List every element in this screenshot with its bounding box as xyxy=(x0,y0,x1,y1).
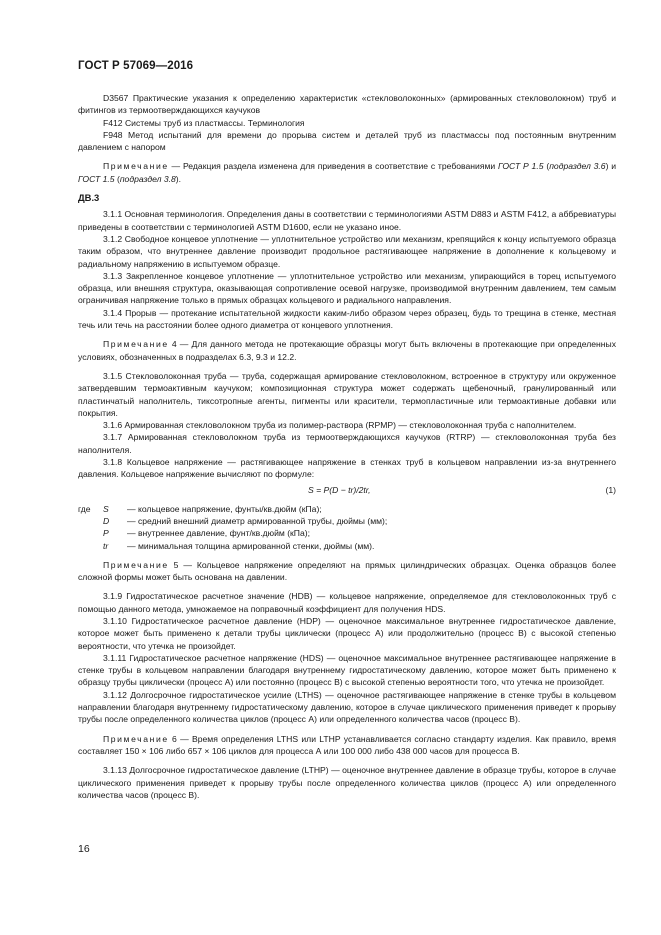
clause-3-1-13: 3.1.13 Долгосрочное гидростатическое давление (LTHP) — оценочное внутреннее давление в образце трубы, которое в случае циклического применения приведет к прорыву трубы после определенного количества циклов (процесс А) или определенного количества часов (процесс В). xyxy=(78,765,616,800)
ref-gost-r-1-5: ГОСТ Р 1.5 xyxy=(497,161,544,172)
legend-row: tr — минимальная толщина армированной стенки, дюймы (мм). xyxy=(103,540,375,551)
clause-3-1-11: 3.1.11 Гидростатическое расчетное напряжение (HDS) — оценочное максимальное внутреннее растягивающее напряжение в стенке трубы в кольцевом направлении благодаря внутреннему гидростатическому давлению, которое может быть применено к образцу трубы циклически (процесс А) или постоянно (процесс В) с высокой степенью вероятности того, что утечка не произойдет. xyxy=(78,652,616,688)
ref-gost-1-5: ГОСТ 1.5 xyxy=(78,173,115,184)
formula-expression: S = P(D − tr)/2tr, xyxy=(308,484,371,495)
page-number: 16 xyxy=(78,843,90,855)
note-5: Примечание 5 — Кольцевое напряжение определяют на прямых цилиндрических образцах. Оценка образцов более сложной формы может быть основана на давлении. xyxy=(78,559,616,583)
clause-3-1-7: 3.1.7 Армированная стекловолокном труба из термоотверждающихся каучуков (RTRP) — стекловолоконная труба без наполнителя. xyxy=(78,432,616,455)
note-edition: Примечание — Редакция раздела изменена для приведения в соответствие с требованиями ГОСТ Р 1.5 (подраздел 3.6) и ГОСТ 1.5 (подраздел 3.8). xyxy=(78,161,617,184)
clause-3-1-9: 3.1.9 Гидростатическое расчетное значение (HDB) — кольцевое напряжение, определяемое для стекловолоконных труб с помощью данного метода, умножаемое на поправочный коэффициент для получения HDS. xyxy=(78,591,616,614)
section-heading: ДВ.3 xyxy=(78,192,100,204)
ref-f412: F412 Системы труб из пластмассы. Терминология xyxy=(103,117,305,128)
formula-number: (1) xyxy=(605,484,616,495)
clause-3-1-3: 3.1.3 Закрепленное концевое уплотнение — уплотнительное устройство или механизм, упирающийся в торец испытуемого образца, или внешняя структура, оказывающая сопротивление осевой нагрузке, производимой внутренним давлением, тем самым ограничивая напряжение только в прямых образцах кольцевого и радиального направления. xyxy=(78,270,616,306)
legend-row: P — внутреннее давление, фунт/кв.дюйм (кПа); xyxy=(103,528,311,539)
note-label: Примечание xyxy=(103,161,169,172)
ref-f948: F948 Метод испытаний для времени до прорыва систем и деталей труб из пластмассы под постоянным внутренним давлением с напором xyxy=(78,129,616,153)
clause-3-1-10: 3.1.10 Гидростатическое расчетное давление (HDP) — оценочное максимальное внутреннее гидростатическое давление, которое может быть применено к детали трубы циклически (процесс А) или продолжительно (процесс В) с высокой степенью вероятности, что утечка не произойдет. xyxy=(78,615,616,651)
clause-3-1-12: 3.1.12 Долгосрочное гидростатическое усилие (LTHS) — оценочное растягивающее напряжение в стенке трубы в кольцевом направлении благодаря внутреннему гидростатическому давлению, которое в случае циклического применения приведет к прорыву трубы после определенного количества циклов (процесс А) или определенного количества часов (процесс В). xyxy=(78,689,616,725)
clause-3-1-4: 3.1.4 Прорыв — протекание испытательной жидкости каким-либо образом через образец, будь то трещина в стенке, местная течь или течь на расстоянии более одного диаметра от концевого уплотнения. xyxy=(78,307,616,331)
clause-3-1-2: 3.1.2 Свободное концевое уплотнение — уплотнительное устройство или механизм, крепящийся к концу испытуемого образца таким образом, что внутреннее давление производит продольное растягивающее напряжение в дополнение к кольцевому и радиальному напряжению в испытуемом образце. xyxy=(78,233,616,269)
ref-d3567: D3567 Практические указания к определению характеристик «стекловолоконных» (армированных стекловолокном) труб и фитингов из термоотверждающихся каучуков xyxy=(78,93,616,116)
legend-row: D — средний внешний диаметр армированной трубы, дюймы (мм); xyxy=(103,515,388,526)
document-header: ГОСТ Р 57069—2016 xyxy=(78,60,194,72)
clause-3-1-8: 3.1.8 Кольцевое напряжение — растягивающее напряжение в стенках труб в кольцевом направлении из-за внутреннего давления. Кольцевое напряжение вычисляют по формуле: xyxy=(78,457,616,480)
formula-1 xyxy=(78,484,616,497)
clause-3-1-1: 3.1.1 Основная терминология. Определения даны в соответствии с терминологиями ASTM D883 и ASTM F412, а аббревиатуры приведены в соответствии с терминологией ASTM D1600, если не указано иное. xyxy=(78,209,616,232)
note-6: Примечание 6 — Время определения LTHS или LTHP устанавливается согласно стандарту изделия. Как правило, время составляет 150 × 106 либо 657 × 106 циклов для процесса А или 100 000 либо 438 000 часов для процесса В. xyxy=(78,733,616,756)
clause-3-1-5: 3.1.5 Стекловолоконная труба — труба, содержащая армирование стекловолокном, встроенное в структуру или окруженное затвердевшим термоактивным каучуком; композиционная структура может содержать щебеночный, гранулированный или пластинчатый наполнитель, тиксотропные агенты, пигменты или красители, термопластичные или термоактивные добавки или покрытия. xyxy=(78,370,616,418)
legend-row: где S — кольцевое напряжение, фунты/кв.дюйм (кПа); xyxy=(78,503,322,514)
document-body xyxy=(78,92,616,801)
note-4: Примечание 4 — Для данного метода не протекающие образцы могут быть включены в протекающие при определенных условиях, обозначенных в подразделах 6.3, 9.3 и 12.2. xyxy=(78,339,616,362)
clause-3-1-6: 3.1.6 Армированная стекловолокном труба из полимер-раствора (RPMP) — стекловолоконная труба с наполнителем. xyxy=(103,420,577,431)
formula-legend xyxy=(78,503,616,552)
